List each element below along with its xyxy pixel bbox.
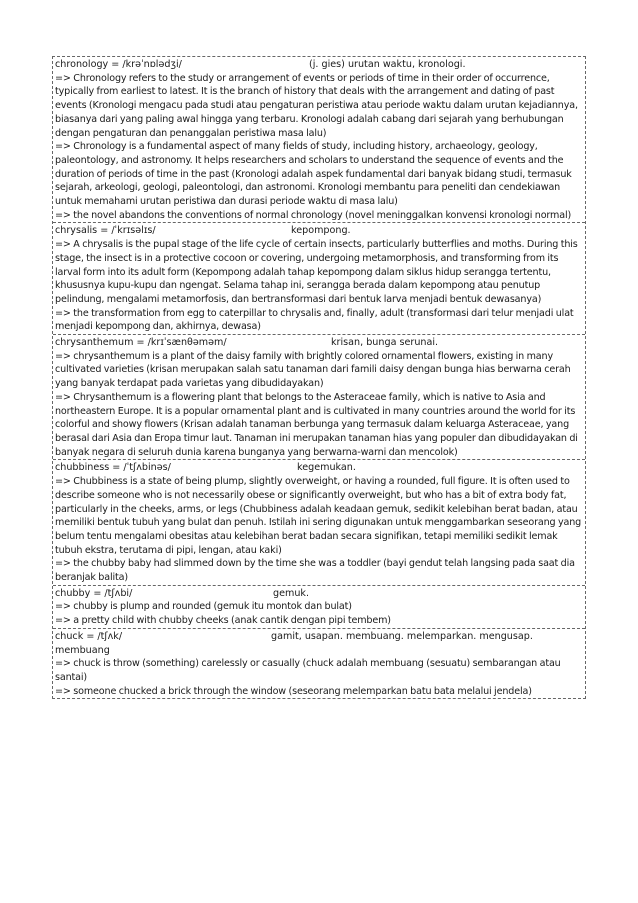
entry-header (55, 630, 583, 657)
entry-header (55, 461, 583, 475)
entry-gloss: krisan, bunga serunai. (331, 337, 439, 349)
entry-header (55, 224, 583, 238)
entry-term: chronology = /krəˈnɒlədʒi/ (55, 59, 182, 70)
entry-definition: => Chubbiness is a state of being plump, slightly overweight, or having a rounded, full figure. It is often used to describe someone who is not necessarily obese or significantly overweight, but who has a bit of extra body fat, particularly in the cheeks, arms, or legs (Chubbiness adalah keadaan gemuk, sedikit kelebihan berat badan, atau memiliki bentuk tubuh yang bulat dan penuh. Istilah ini sering digunakan untuk menggambarkan seseorang yang belum tentu mengalami obesitas atau kelebihan berat badan secara signifikan, tetapi memiliki sedikit lemak tubuh ekstra, terutama di pipi, lengan, atau kaki) (55, 476, 582, 556)
entry-header (55, 336, 583, 350)
entry-definition: => Chronology refers to the study or arrangement of events or periods of time in their order of occurrence, typically from earliest to latest. It is the branch of history that deals with the arrangement and dating of past events (Kronologi mengacu pada studi atau pengaturan peristiwa atau periode waktu dalam urutan kejadiannya, biasanya dari yang paling awal hingga yang terbaru. Kronologi adalah cabang dari sejarah yang berhubungan dengan pengaturan dan penanggalan peristiwa masa lalu) (55, 72, 578, 139)
entry-header (55, 58, 583, 72)
entry-definition: => Chrysanthemum is a flowering plant that belongs to the Asteraceae family, which is native to Asia and northeastern Europe. It is a popular ornamental plant and is cultivated in many countries around the world for its colorful and showy flowers (Krisan adalah tanaman berbunga yang termasuk dalam keluarga Asteraceae, yang berasal dari Asia dan Eropa timur laut. Tanaman ini merupakan tanaman hias yang populer dan dibudidayakan di banyak negara di seluruh dunia karena bunganya yang berwarna-warni dan mencolok) (55, 391, 578, 458)
entry-term: chubby = /tʃʌbi/ (55, 587, 133, 599)
entry-gloss: gemuk. (273, 587, 310, 599)
entry-chubby (53, 585, 585, 628)
dictionary-table (52, 56, 586, 699)
entry-example: => the transformation from egg to caterpillar to chrysalis and, finally, adult (transformasi dari telur menjadi ulat menjadi kepompong dan, akhirnya, dewasa) (55, 307, 574, 333)
entry-definition: => chuck is throw (something) carelessly or casually (chuck adalah membuang (sesuatu) sembarangan atau santai) (55, 658, 561, 683)
entry-definition: => chubby is plump and rounded (gemuk itu montok dan bulat) (55, 601, 352, 613)
entry-definition: => Chronology is a fundamental aspect of many fields of study, including history, archaeology, geology, paleontology, and astronomy. It helps researchers and scholars to understand the sequence of events and the duration of periods of time in the past (Kronologi adalah aspek fundamental dari banyak bidang studi, termasuk sejarah, arkeologi, geologi, paleontologi, dan astronomi. Kronologi membantu para peneliti dan cendekiawan untuk memahami urutan peristiwa dan durasi periode waktu di masa lalu) (55, 141, 572, 208)
entry-example: => the novel abandons the conventions of normal chronology (novel meninggalkan konvensi kronologi normal) (55, 209, 572, 221)
entry-chronology (53, 57, 585, 222)
entry-definition: => A chrysalis is the pupal stage of the life cycle of certain insects, particularly butterflies and moths. During this stage, the insect is in a protective cocoon or covering, undergoing metamorphosis, and transforming from its larval form into its adult form (Kepompong adalah tahap kepompong dalam siklus hidup serangga tertentu, khususnya kupu-kupu dan ngengat. Selama tahap ini, serangga berada dalam kepompong atau penutup pelindung, mengalami metamorfosis, dan bertransformasi dari bentuk larva menjadi bentuk dewasanya) (55, 239, 578, 305)
entry-gloss: kegemukan. (297, 462, 356, 474)
entry-chubbiness (53, 459, 585, 584)
entry-term: chrysalis = /ˈkrɪsəlɪs/ (55, 225, 156, 237)
entry-example: => the chubby baby had slimmed down by the time she was a toddler (bayi gendut telah langsing pada saat dia beranjak balita) (55, 558, 575, 584)
entry-term: chubbiness = /ˈtʃʌbinəs/ (55, 462, 171, 474)
entry-chrysanthemum (53, 334, 585, 459)
entry-header (55, 587, 583, 601)
entry-chrysalis (53, 222, 585, 334)
entry-definition: => chrysanthemum is a plant of the daisy family with brightly colored ornamental flowers, existing in many cultivated varieties (krisan merupakan salah satu tanaman dari famili daisy dengan bunga hias berwarna cerah yang banyak terdapat pada varietas yang dibudidayakan) (55, 350, 571, 390)
entry-example: => someone chucked a brick through the window (seseorang melemparkan batu bata melalui jendela) (55, 685, 532, 697)
entry-gloss: gamit, usapan. membuang. melemparkan. mengusap. membuang (55, 630, 533, 656)
entry-example: => a pretty child with chubby cheeks (anak cantik dengan pipi tembem) (55, 615, 391, 627)
entry-term: chrysanthemum = /krɪˈsænθəməm/ (55, 337, 227, 349)
entry-gloss: kepompong. (291, 225, 351, 237)
entry-gloss: (j. gies) urutan waktu, kronologi. (309, 59, 466, 70)
entry-term: chuck = /tʃʌk/ (55, 630, 123, 642)
entry-chuck (53, 628, 585, 699)
